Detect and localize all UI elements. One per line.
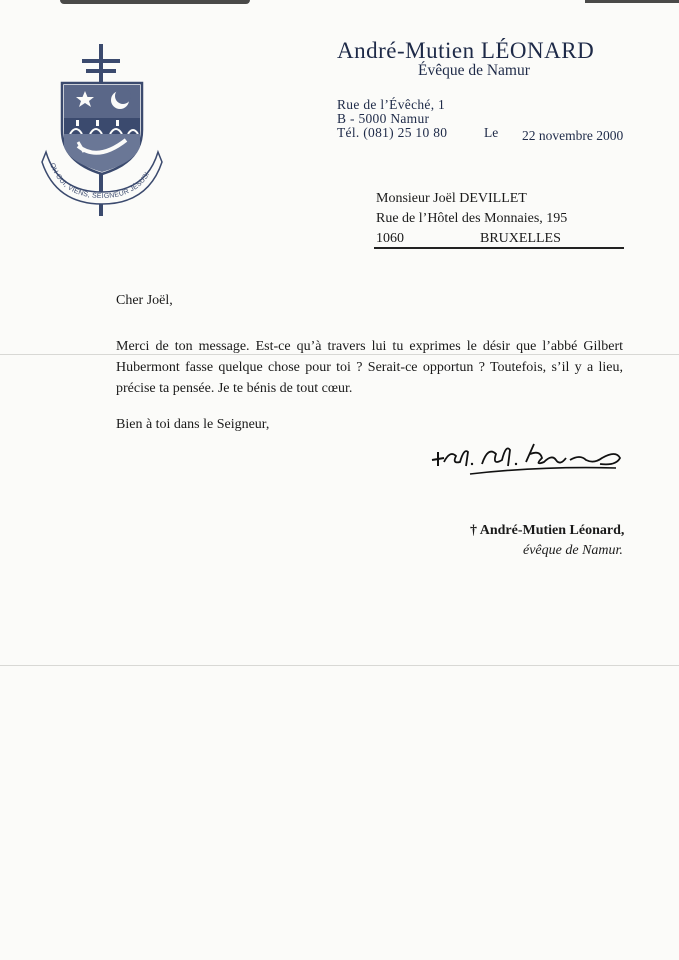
signoff-name: † André-Mutien Léonard,	[470, 523, 625, 538]
recipient-street: Rue de l’Hôtel des Monnaies, 195	[376, 211, 568, 226]
address-underline	[374, 247, 624, 249]
recipient-city: BRUXELLES	[480, 231, 561, 246]
recipient-postal-code: 1060	[376, 231, 404, 246]
sender-address-line: Rue de l’Évêché, 1	[337, 97, 446, 112]
paper-fold-line	[0, 665, 679, 666]
date-label: Le	[484, 125, 499, 140]
letter-body: Merci de ton message. Est-ce qu’à travers lui tu exprimes le désir que l’abbé Gilbert Hubermont fasse quelque chose pour toi ? Serait-ce opportun ? Toutefois, s’il y a lieu, précise ta pensée. Je te bénis de tout cœur.	[116, 339, 623, 396]
handwritten-signature-icon	[430, 432, 630, 482]
sender-name: André-Mutien LÉONARD	[337, 38, 595, 63]
scan-edge-shadow	[585, 0, 679, 3]
letter-date: 22 novembre 2000	[522, 128, 624, 143]
scan-edge-shadow	[60, 0, 250, 4]
sender-address-line: B - 5000 Namur	[337, 111, 430, 126]
signoff-title: évêque de Namur.	[523, 543, 623, 558]
sender-title: Évêque de Namur	[418, 62, 530, 79]
recipient-name: Monsieur Joël DEVILLET	[376, 191, 527, 206]
motto-text: OH OUI, VIENS, SEIGNEUR JÉSUS!	[48, 162, 152, 201]
salutation: Cher Joël,	[116, 293, 173, 308]
sender-phone: Tél. (081) 25 10 80	[337, 125, 448, 140]
coat-of-arms-icon	[38, 42, 166, 220]
closing-line: Bien à toi dans le Seigneur,	[116, 417, 270, 432]
